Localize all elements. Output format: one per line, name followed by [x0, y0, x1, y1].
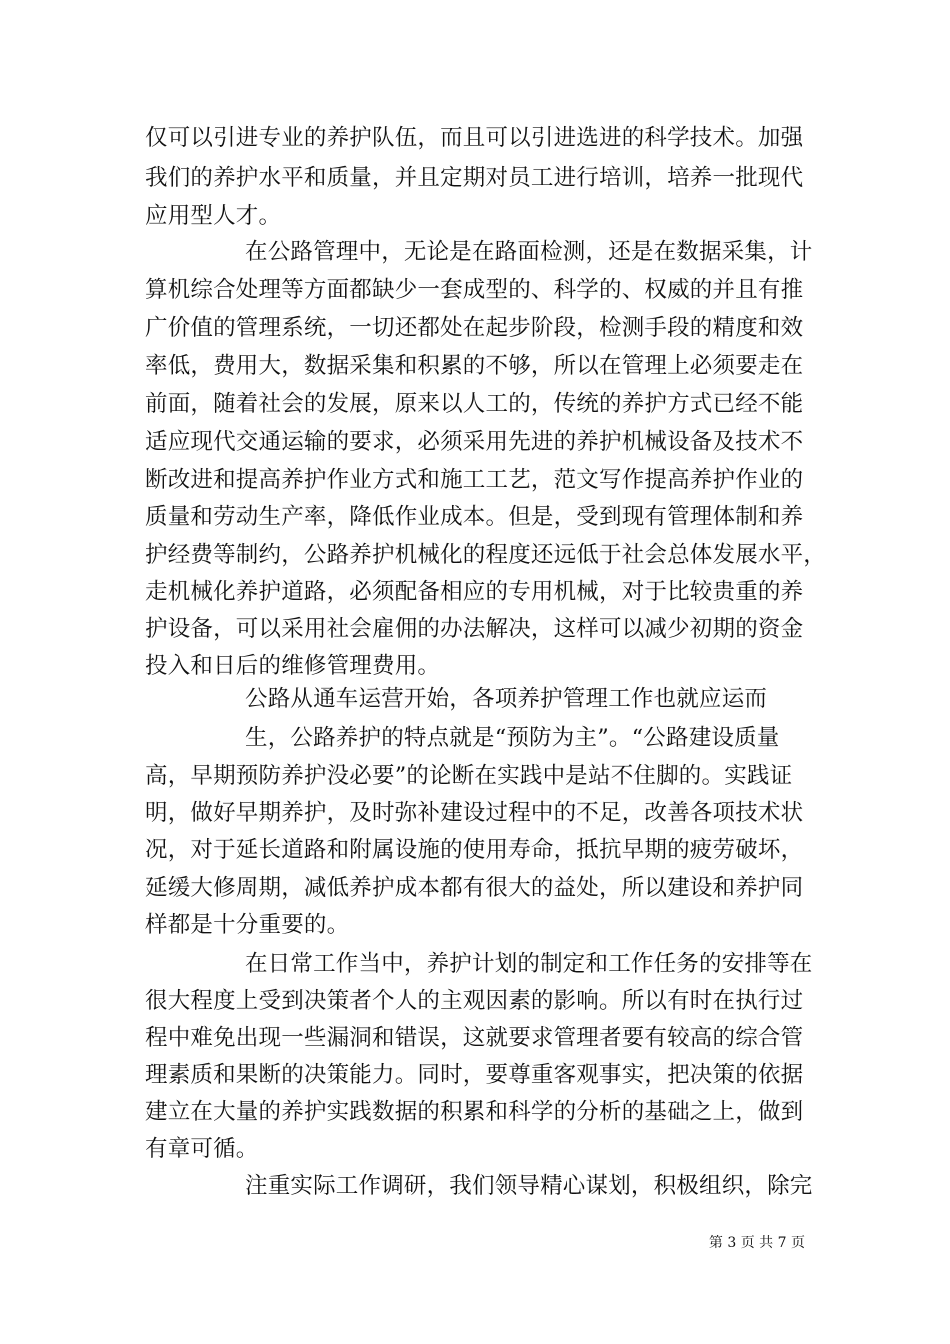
text-line: 有章可循。: [145, 1136, 259, 1162]
text-line: 很大程度上受到决策者个人的主观因素的影响。所以有时在执行过: [145, 988, 804, 1014]
text-line: 护经费等制约，公路养护机械化的程度还远低于社会总体发展水平，: [145, 542, 827, 568]
text-line: 延缓大修周期，减低养护成本都有很大的益处，所以建设和养护同: [145, 875, 804, 901]
text-line: 明，做好早期养护，及时弥补建设过程中的不足，改善各项技术状: [145, 800, 804, 826]
text-line: 率低，费用大，数据采集和积累的不够，所以在管理上必须要走在: [145, 353, 804, 379]
text-line: 高，早期预防养护没必要”的论断在实践中是站不住脚的。实践证: [145, 763, 793, 789]
text-line: 应用型人才。: [145, 203, 282, 229]
text-line: 生，公路养护的特点就是“预防为主”。“公路建设质量: [245, 725, 780, 751]
text-line: 建立在大量的养护实践数据的积累和科学的分析的基础之上，做到: [145, 1099, 804, 1125]
text-line: 算机综合处理等方面都缺少一套成型的、科学的、权威的并且有推: [145, 277, 804, 303]
text-line: 护设备，可以采用社会雇佣的办法解决，这样可以减少初期的资金: [145, 616, 804, 642]
text-line: 适应现代交通运输的要求，必须采用先进的养护机械设备及技术不: [145, 429, 804, 455]
text-line: 样都是十分重要的。: [145, 912, 350, 938]
paragraph-start-line: 在公路管理中，无论是在路面检测，还是在数据采集，计: [245, 239, 813, 265]
text-line: 程中难免出现一些漏洞和错误，这就要求管理者要有较高的综合管: [145, 1025, 804, 1051]
text-line: 投入和日后的维修管理费用。: [145, 653, 441, 679]
text-line: 广价值的管理系统，一切还都处在起步阶段，检测手段的精度和效: [145, 315, 804, 341]
text-line: 我们的养护水平和质量，并且定期对员工进行培训，培养一批现代: [145, 165, 804, 191]
page-number: 第 3 页 共 7 页: [708, 1235, 805, 1251]
text-line: 仅可以引进专业的养护队伍，而且可以引进选进的科学技术。加强: [145, 125, 804, 151]
text-line: 断改进和提高养护作业方式和施工工艺，范文写作提高养护作业的: [145, 467, 804, 493]
paragraph-start-line: 在日常工作当中，养护计划的制定和工作任务的安排等在: [245, 951, 813, 977]
paragraph-start-line: 注重实际工作调研，我们领导精心谋划，积极组织，除完: [245, 1173, 813, 1199]
paragraph-start-line: 公路从通车运营开始，各项养护管理工作也就应运而: [245, 686, 768, 712]
text-line: 走机械化养护道路，必须配备相应的专用机械，对于比较贵重的养: [145, 579, 804, 605]
text-line: 理素质和果断的决策能力。同时，要尊重客观事实，把决策的依据: [145, 1062, 804, 1088]
text-line: 况，对于延长道路和附属设施的使用寿命，抵抗早期的疲劳破坏，: [145, 837, 804, 863]
text-line: 前面，随着社会的发展，原来以人工的，传统的养护方式已经不能: [145, 391, 804, 417]
text-line: 质量和劳动生产率，降低作业成本。但是，受到现有管理体制和养: [145, 504, 804, 530]
